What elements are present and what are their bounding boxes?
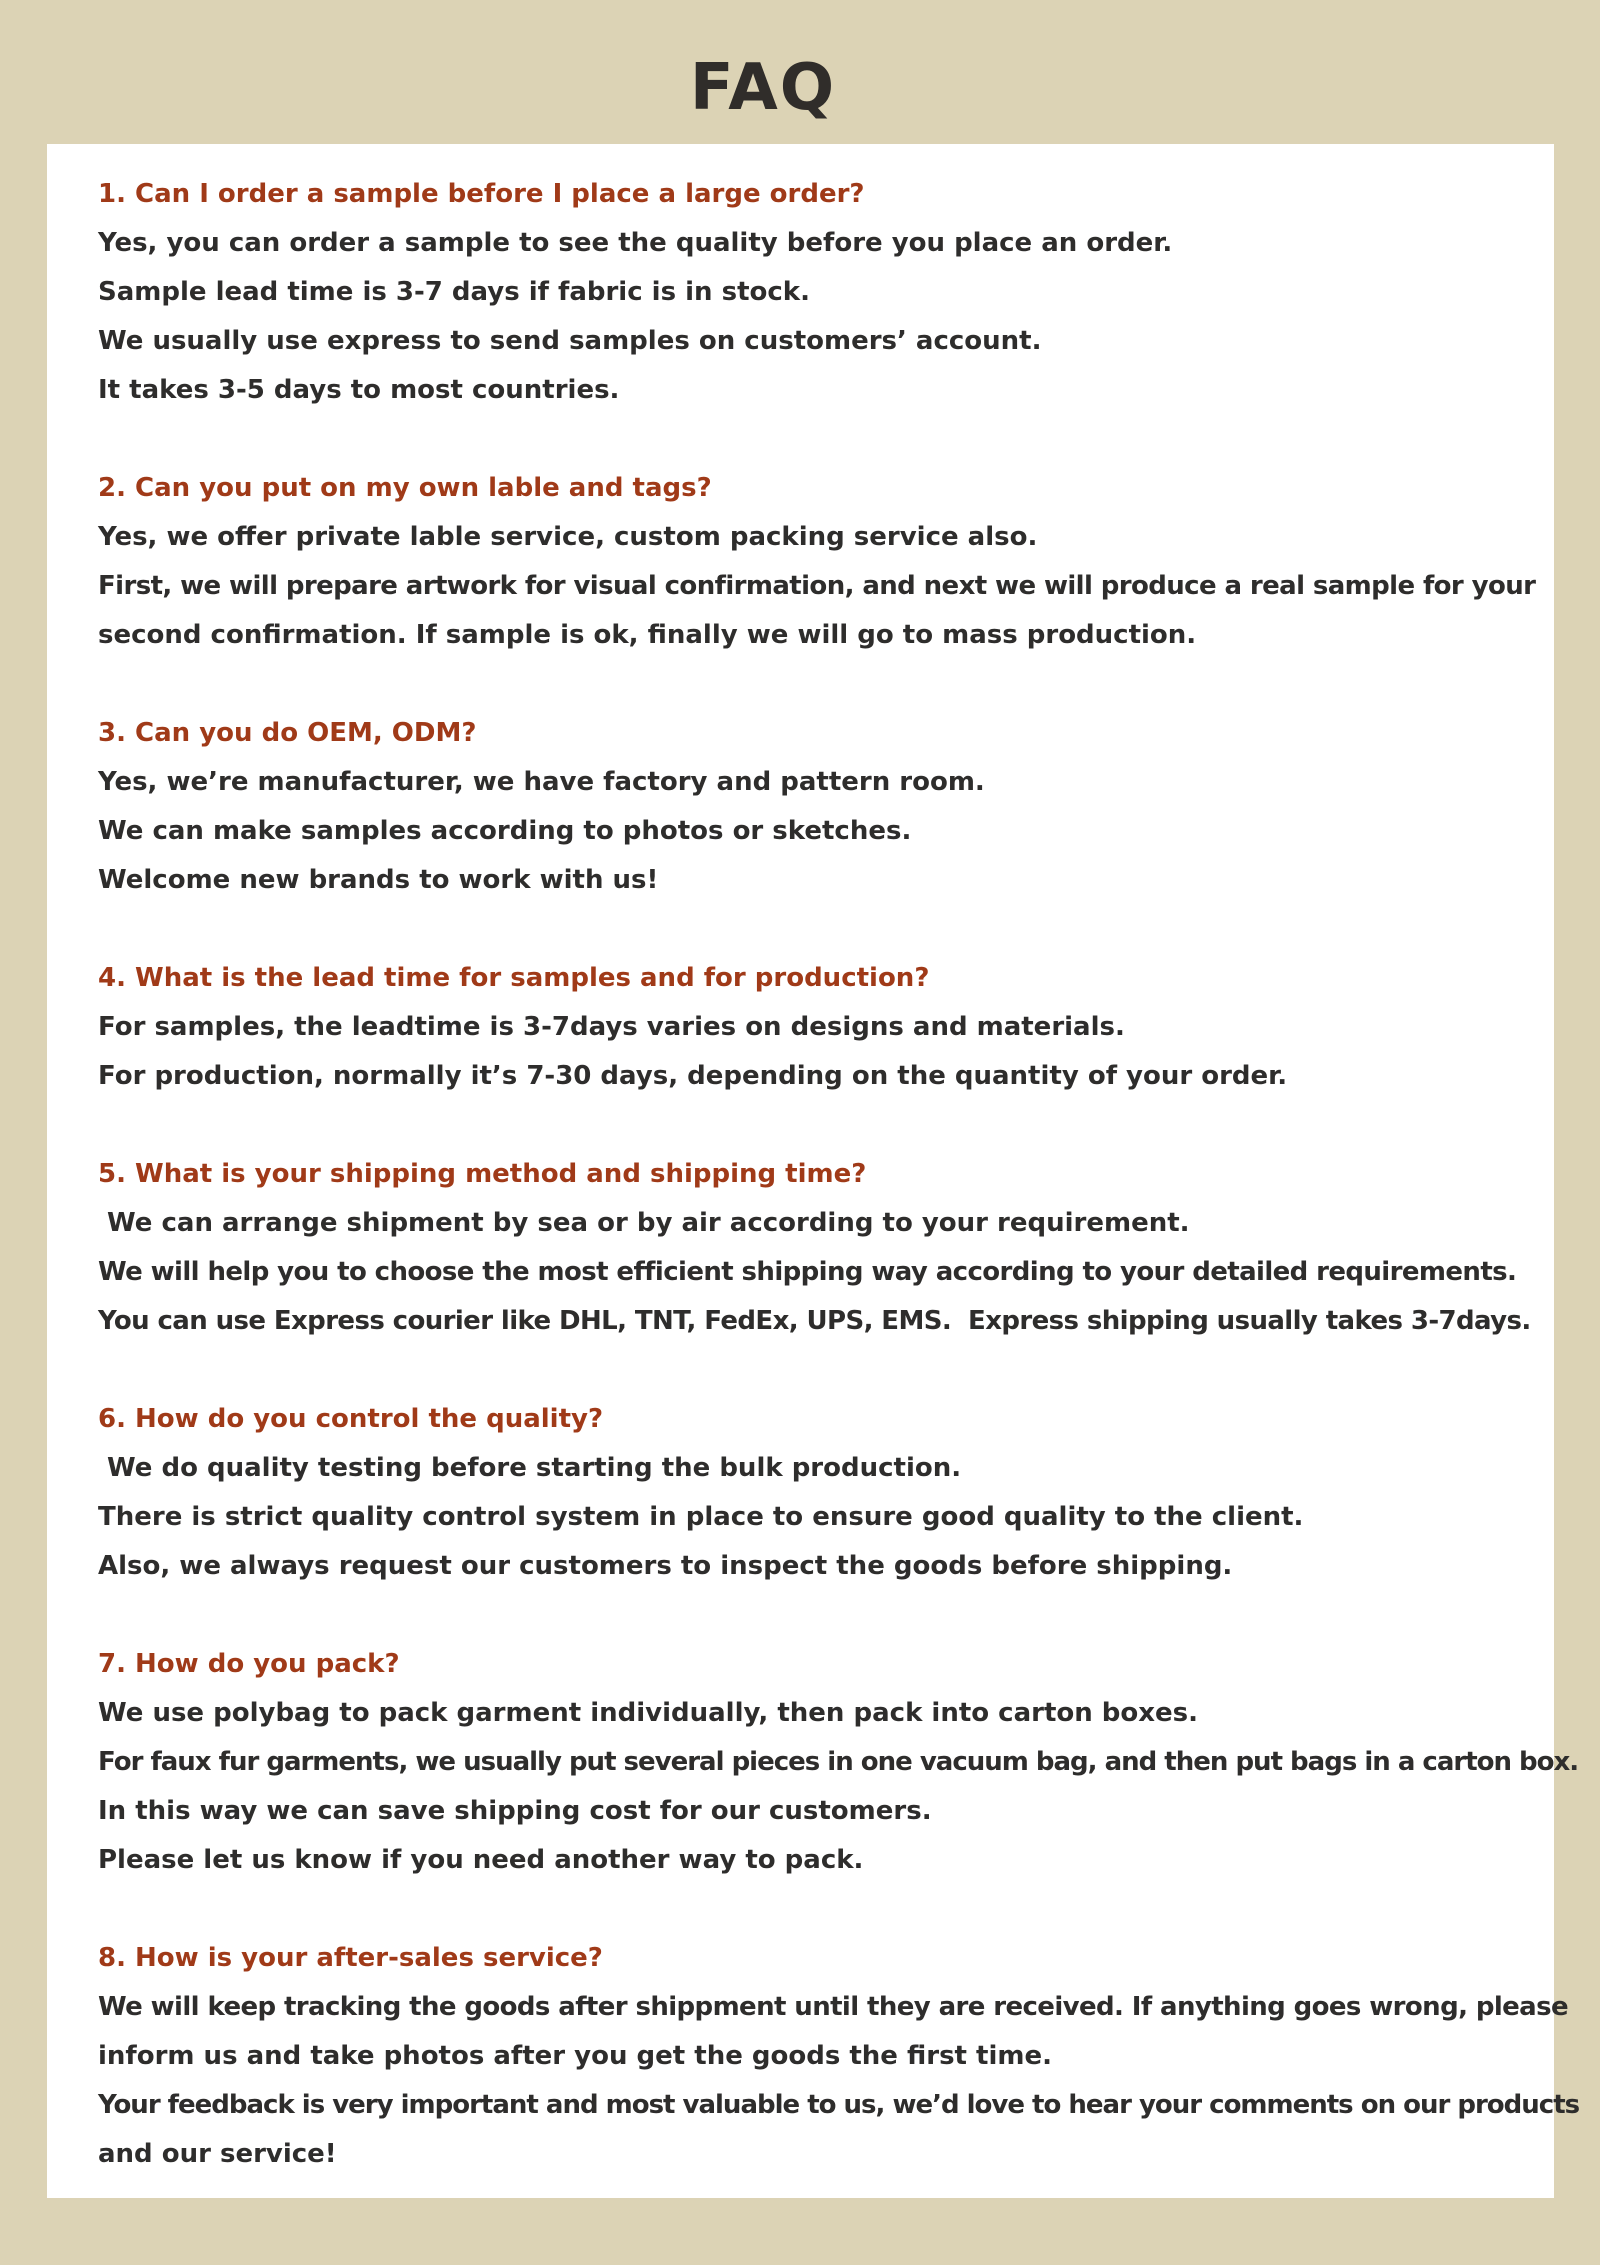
faq-answer-line: For production, normally it’s 7-30 days, depending on the quantity of your order. bbox=[98, 1061, 1288, 1091]
faq-question: 7. How do you pack? bbox=[98, 1649, 400, 1679]
faq-answer-line: For faux fur garments, we usually put several pieces in one vacuum bag, and then put bags in a carton box. bbox=[98, 1747, 1579, 1777]
faq-question: 8. How is your after-sales service? bbox=[98, 1943, 603, 1973]
faq-item-3 bbox=[98, 709, 1538, 905]
faq-answer-line: Yes, you can order a sample to see the quality before you place an order. bbox=[98, 228, 1173, 258]
faq-answer-line: Also, we always request our customers to inspect the goods before shipping. bbox=[98, 1551, 1233, 1581]
faq-question: 2. Can you put on my own lable and tags? bbox=[98, 473, 712, 503]
page-title: FAQ bbox=[689, 51, 837, 125]
faq-answer-line: Sample lead time is 3-7 days if fabric is in stock. bbox=[98, 277, 810, 307]
faq-answer-line: Your feedback is very important and most valuable to us, we’d love to hear your comments on our products bbox=[98, 2090, 1580, 2120]
faq-question: 3. Can you do OEM, ODM? bbox=[98, 718, 477, 748]
faq-question: 1. Can I order a sample before I place a large order? bbox=[98, 179, 865, 209]
faq-answer-line: We use polybag to pack garment individually, then pack into carton boxes. bbox=[98, 1698, 1199, 1728]
faq-answer-line: There is strict quality control system in place to ensure good quality to the client. bbox=[98, 1502, 1304, 1532]
faq-item-1 bbox=[98, 170, 1538, 415]
faq-answer-line: It takes 3-5 days to most countries. bbox=[98, 375, 620, 405]
faq-answer-line: First, we will prepare artwork for visual confirmation, and next we will produce a real sample for your bbox=[98, 571, 1536, 601]
faq-answer-line: You can use Express courier like DHL, TNT, FedEx, UPS, EMS. Express shipping usually takes 3-7days. bbox=[98, 1306, 1531, 1336]
faq-answer-line: Please let us know if you need another way to pack. bbox=[98, 1845, 864, 1875]
faq-answer-line: We can make samples according to photos or sketches. bbox=[98, 816, 912, 846]
faq-answer-line: inform us and take photos after you get the goods the first time. bbox=[98, 2041, 1052, 2071]
faq-card bbox=[47, 144, 1580, 2198]
faq-item-8 bbox=[98, 1934, 1580, 2179]
faq-answer-line: We can arrange shipment by sea or by air according to your requirement. bbox=[98, 1208, 1190, 1238]
faq-answer-line: and our service! bbox=[98, 2139, 337, 2169]
faq-answer-line: We will keep tracking the goods after shippment until they are received. If anything goes wrong, please bbox=[98, 1992, 1569, 2022]
faq-answer-line: We will help you to choose the most efficient shipping way according to your detailed requirements. bbox=[98, 1257, 1517, 1287]
faq-item-2 bbox=[98, 464, 1538, 660]
faq-answer-line: Yes, we offer private lable service, custom packing service also. bbox=[98, 522, 1038, 552]
faq-answer-line: We usually use express to send samples on customers’ account. bbox=[98, 326, 1042, 356]
faq-item-5 bbox=[98, 1150, 1538, 1346]
faq-question: 6. How do you control the quality? bbox=[98, 1404, 604, 1434]
faq-answer-line: Yes, we’re manufacturer, we have factory and pattern room. bbox=[98, 767, 985, 797]
faq-list bbox=[98, 170, 1580, 2228]
faq-question: 4. What is the lead time for samples and for production? bbox=[98, 963, 930, 993]
faq-question: 5. What is your shipping method and shipping time? bbox=[98, 1159, 867, 1189]
faq-answer-line: For samples, the leadtime is 3-7days varies on designs and materials. bbox=[98, 1012, 1125, 1042]
faq-item-4 bbox=[98, 954, 1538, 1101]
faq-answer-line: Welcome new brands to work with us! bbox=[98, 865, 659, 895]
faq-answer-line: We do quality testing before starting the bulk production. bbox=[98, 1453, 962, 1483]
faq-item-7 bbox=[98, 1640, 1579, 1885]
faq-answer-line: In this way we can save shipping cost for our customers. bbox=[98, 1796, 932, 1826]
faq-answer-line: second confirmation. If sample is ok, finally we will go to mass production. bbox=[98, 620, 1197, 650]
faq-item-6 bbox=[98, 1395, 1538, 1591]
